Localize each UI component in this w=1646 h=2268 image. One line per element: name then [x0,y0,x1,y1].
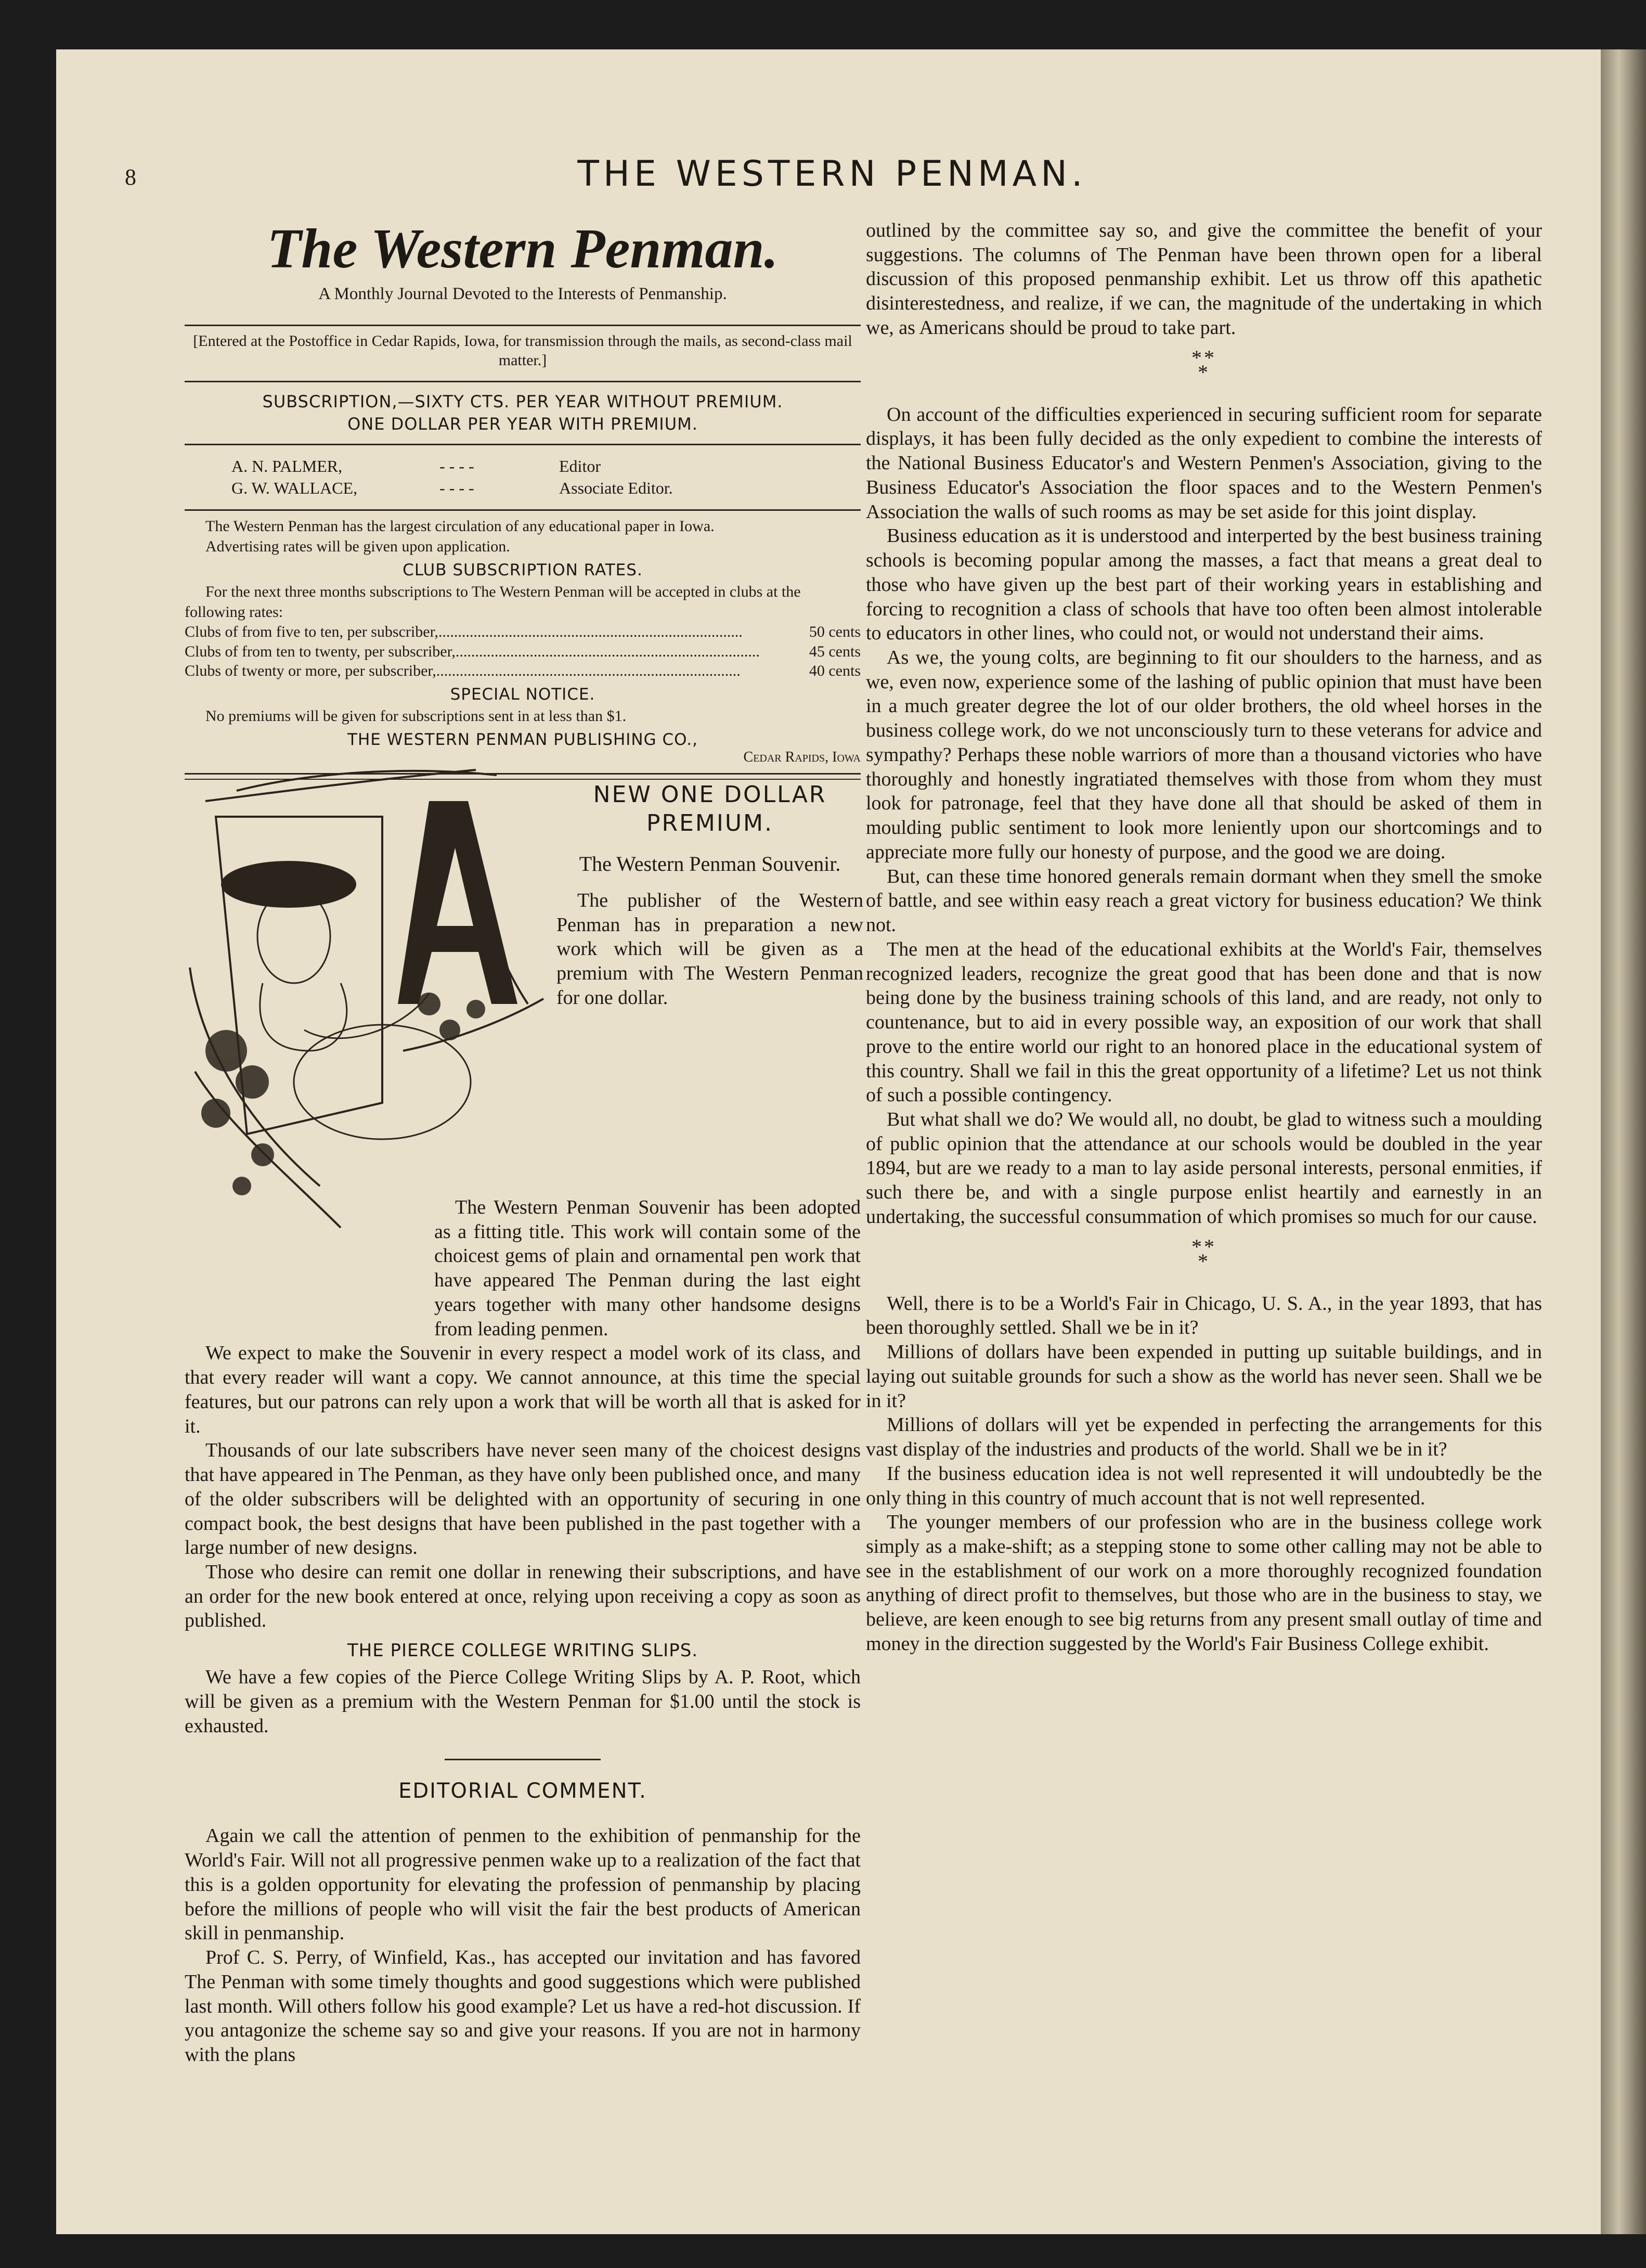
divider [185,444,861,445]
special-notice-heading: SPECIAL NOTICE. [450,685,595,704]
article-para: But, can these time honored generals remain dormant when they smell the smoke of battle, and see within easy reach a great victory for business education? We think not. [866,865,1542,936]
right-column [866,218,1542,1656]
masthead-subtitle: A Monthly Journal Devoted to the Interests of Penmanship. [318,284,727,303]
premium-para: Thousands of our late subscribers have never seen many of the choicest designs that have appeared in The Penman, as they have only been published once, and many of the older subscribers will be delighted with an opportunity of securing in one compact book, the best designs that have been published in the past together with a large number of new designs. [185,1439,861,1559]
divider [185,509,861,511]
article-para: The men at the head of the educational exhibits at the World's Fair, themselves recognized leaders, recognize the great good that has been done and that is now being done by the business training schools of this land, and are ready, not only to countenance, but to aid in every possible way, an exposition of our work that shall prove to the entire world our right to an honored place in the educational system of this country. Shall we fail in this the great opportunity of a lifetime? Let us not think of such a possible contingency. [866,938,1542,1106]
divider [185,325,861,326]
page-number: 8 [125,164,136,190]
premium-continued [185,1195,861,2067]
staff-row [231,478,861,499]
section-break-stars: ** * [1191,345,1216,384]
article-para: As we, the young colts, are beginning to fit our shoulders to the harness, and as we, even now, experience some of the lashing of public opinion that must have been in a much greater degree the lot of our older brothers, the old wheel horses in the business college work, do we not unconsciously turn to these veterans for advice and sympathy? Perhaps these noble warriors of more than a thousand victories who have thoroughly and honestly ingratiated themselves with those from whom they must look for patronage, feel that they have done all that should be asked of them in moulding public sentiment to look more leniently upon our shortcomings and to appreciate more fully our honesty of purpose, and the good we are doing. [866,647,1542,863]
rate-price: 45 cents [809,642,861,660]
rate-leader: .............................................................................. [438,623,743,641]
staff-name: G. W. WALLACE, [231,478,358,497]
rate-label: Clubs of from five to ten, per subscriber, [185,623,438,641]
publisher-name: THE WESTERN PENMAN PUBLISHING CO., [347,730,698,749]
club-rate-row [185,622,861,642]
subscription-line: ONE DOLLAR PER YEAR WITH PREMIUM. [347,414,698,434]
premium-article [556,780,863,1010]
editorial-heading: EDITORIAL COMMENT. [398,1779,647,1803]
article-para: Millions of dollars have been expended in putting up suitable buildings, and in laying out suitable grounds for such a show as the world has never seen. Shall we be in it? [866,1341,1542,1412]
rate-price: 50 cents [809,623,861,641]
publisher-place: Cedar Rapids, Iowa [743,749,861,765]
article-para: Business education as it is understood and interperted by the best business training schools is becoming popular among the masses, a fact that means a great deal to those who have given up the best part of their working years in establishing and forcing to recognition a class of schools that have too often been almost intolerable to educators in other lines, who could not, or would not understand their aims. [866,525,1542,645]
special-notice-text: No premiums will be given for subscriptions sent in at less than $1. [205,707,627,725]
club-rates-heading: CLUB SUBSCRIPTION RATES. [403,561,643,580]
ornamental-initial-illustration [185,759,549,1238]
article-para: Millions of dollars will yet be expended in perfecting the arrangements for this vast display of the industries and products of the world. Shall we be in it? [866,1414,1542,1461]
premium-para: The publisher of the Western Penman has in preparation a new work which will be given as a premium with The Western Penman for one dollar. [556,890,863,1009]
masthead [185,218,861,785]
article-para: The younger members of our profession who are in the business college work simply as a make-shift; as a stepping stone to some other calling may not be able to see in the establishment of our work on a more thoroughly recognized foundation anything of direct profit to themselves, but those who are in the business to stay, we believe, are keen enough to see big returns from any present small outlay of time and money in the direction suggested by the World's Fair Business College exhibit. [866,1511,1542,1655]
club-rate-row [185,642,861,662]
divider [185,381,861,382]
editorial-para: Prof C. S. Perry, of Winfield, Kas., has accepted our invitation and has favored The Penman with some timely thoughts and good suggestions which were published last month. Will others follow his good example? Let us have a red-hot discussion. If you antagonize the scheme say so and give your reasons. If you are not in harmony with the plans [185,1947,861,2066]
entry-notice: [Entered at the Postoffice in Cedar Rapids, Iowa, for transmission through the mails, as second-class mail matter.] [193,332,852,369]
premium-para: The Western Penman Souvenir has been adopted as a fitting title. This work will contain some of the choicest gems of plain and ornamental pen work that have appeared The Penman during the last eight years together with many other handsome designs from leading penmen. [434,1196,861,1340]
premium-title: NEW ONE DOLLAR PREMIUM. [593,781,827,836]
ornamental-initial-svg [185,759,549,1238]
subscription-line: SUBSCRIPTION,—SIXTY CTS. PER YEAR WITHOUT PREMIUM. [262,391,783,411]
staff-row [231,456,861,478]
club-intro: For the next three months subscriptions to The Western Penman will be accepted in clubs at the following rates: [185,583,801,621]
staff-dashes: - - - - [439,478,474,497]
premium-para: Those who desire can remit one dollar in renewing their subscriptions, and have an order for the new book entered at once, relying upon receiving a copy as soon as published. [185,1561,861,1632]
rate-leader: .............................................................................. [436,662,741,680]
premium-subtitle: The Western Penman Souvenir. [579,852,841,875]
divider [445,1759,601,1760]
staff-name: A. N. PALMER, [231,457,343,476]
section-break-stars: ** * [1191,1234,1216,1273]
rate-label: Clubs of from ten to twenty, per subscriber, [185,642,456,660]
staff-role: Editor [559,457,601,476]
pierce-heading: THE PIERCE COLLEGE WRITING SLIPS. [347,1640,698,1661]
article-para: outlined by the committee say so, and give the committee the benefit of your suggestions. The columns of The Penman have been thrown open for a liberal discussion of this proposed penmanship exhibit. Let us throw off this apathetic disinterestedness, and realize, if we can, the magnitude of the undertaking in which we, as Americans should be proud to take part. [866,220,1542,339]
article-para: If the business education idea is not well represented it will undoubtedly be the only thing in this country of much account that is not well represented. [866,1462,1542,1509]
circulation-note: The Western Penman has the largest circulation of any educational paper in Iowa. [205,518,715,535]
article-para: On account of the difficulties experienced in securing sufficient room for separate displays, it has been fully decided as the only expedient to combine the interests of the National Business Educator's and Western Penmen's Association, giving to the Business Educator's Association the floor spaces and to the Western Penmen's Association the walls of such rooms as may be set aside for this joint display. [866,403,1542,523]
pierce-text: We have a few copies of the Pierce College Writing Slips by A. P. Root, which will be given as a premium with the Western Penman for $1.00 until the stock is exhausted. [185,1666,861,1737]
premium-para: We expect to make the Souvenir in every respect a model work of its class, and that every reader will want a copy. We cannot announce, at this time the special features, but our patrons can rely upon a work that will be worth all that is asked for it. [185,1342,861,1437]
masthead-title: The Western Penman. [267,218,779,280]
running-head: THE WESTERN PENMAN. [577,153,1087,195]
advertising-note: Advertising rates will be given upon application. [205,538,510,556]
editorial-para: Again we call the attention of penmen to the exhibition of penmanship for the World's Fair. Will not all progressive penmen wake up to a realization of the fact that this is a golden opportunity for elevating the profession of penmanship by placing before the millions of people who will visit the fair the best products of American skill in penmanship. [185,1825,861,1944]
book-binding [1601,49,1646,2234]
rate-price: 40 cents [809,662,861,680]
rate-leader: .............................................................................. [455,642,760,660]
club-rate-row [185,661,861,681]
subscription-terms [185,391,861,435]
rate-label: Clubs of twenty or more, per subscriber, [185,662,436,680]
staff-role: Associate Editor. [559,478,673,497]
staff-list [231,456,861,499]
article-para: Well, there is to be a World's Fair in Chicago, U. S. A., in the year 1893, that has been thoroughly settled. Shall we be in it? [866,1292,1542,1339]
article-para: But what shall we do? We would all, no doubt, be glad to witness such a moulding of public opinion that the attendance at our schools would be doubled in the year 1894, but are we ready to a man to lay aside personal interests, personal enmities, if such there be, and with a single purpose enlist heartily and earnestly in an undertaking, the successful consummation of which promises so much for our cause. [866,1108,1542,1228]
staff-dashes: - - - - [439,457,474,476]
